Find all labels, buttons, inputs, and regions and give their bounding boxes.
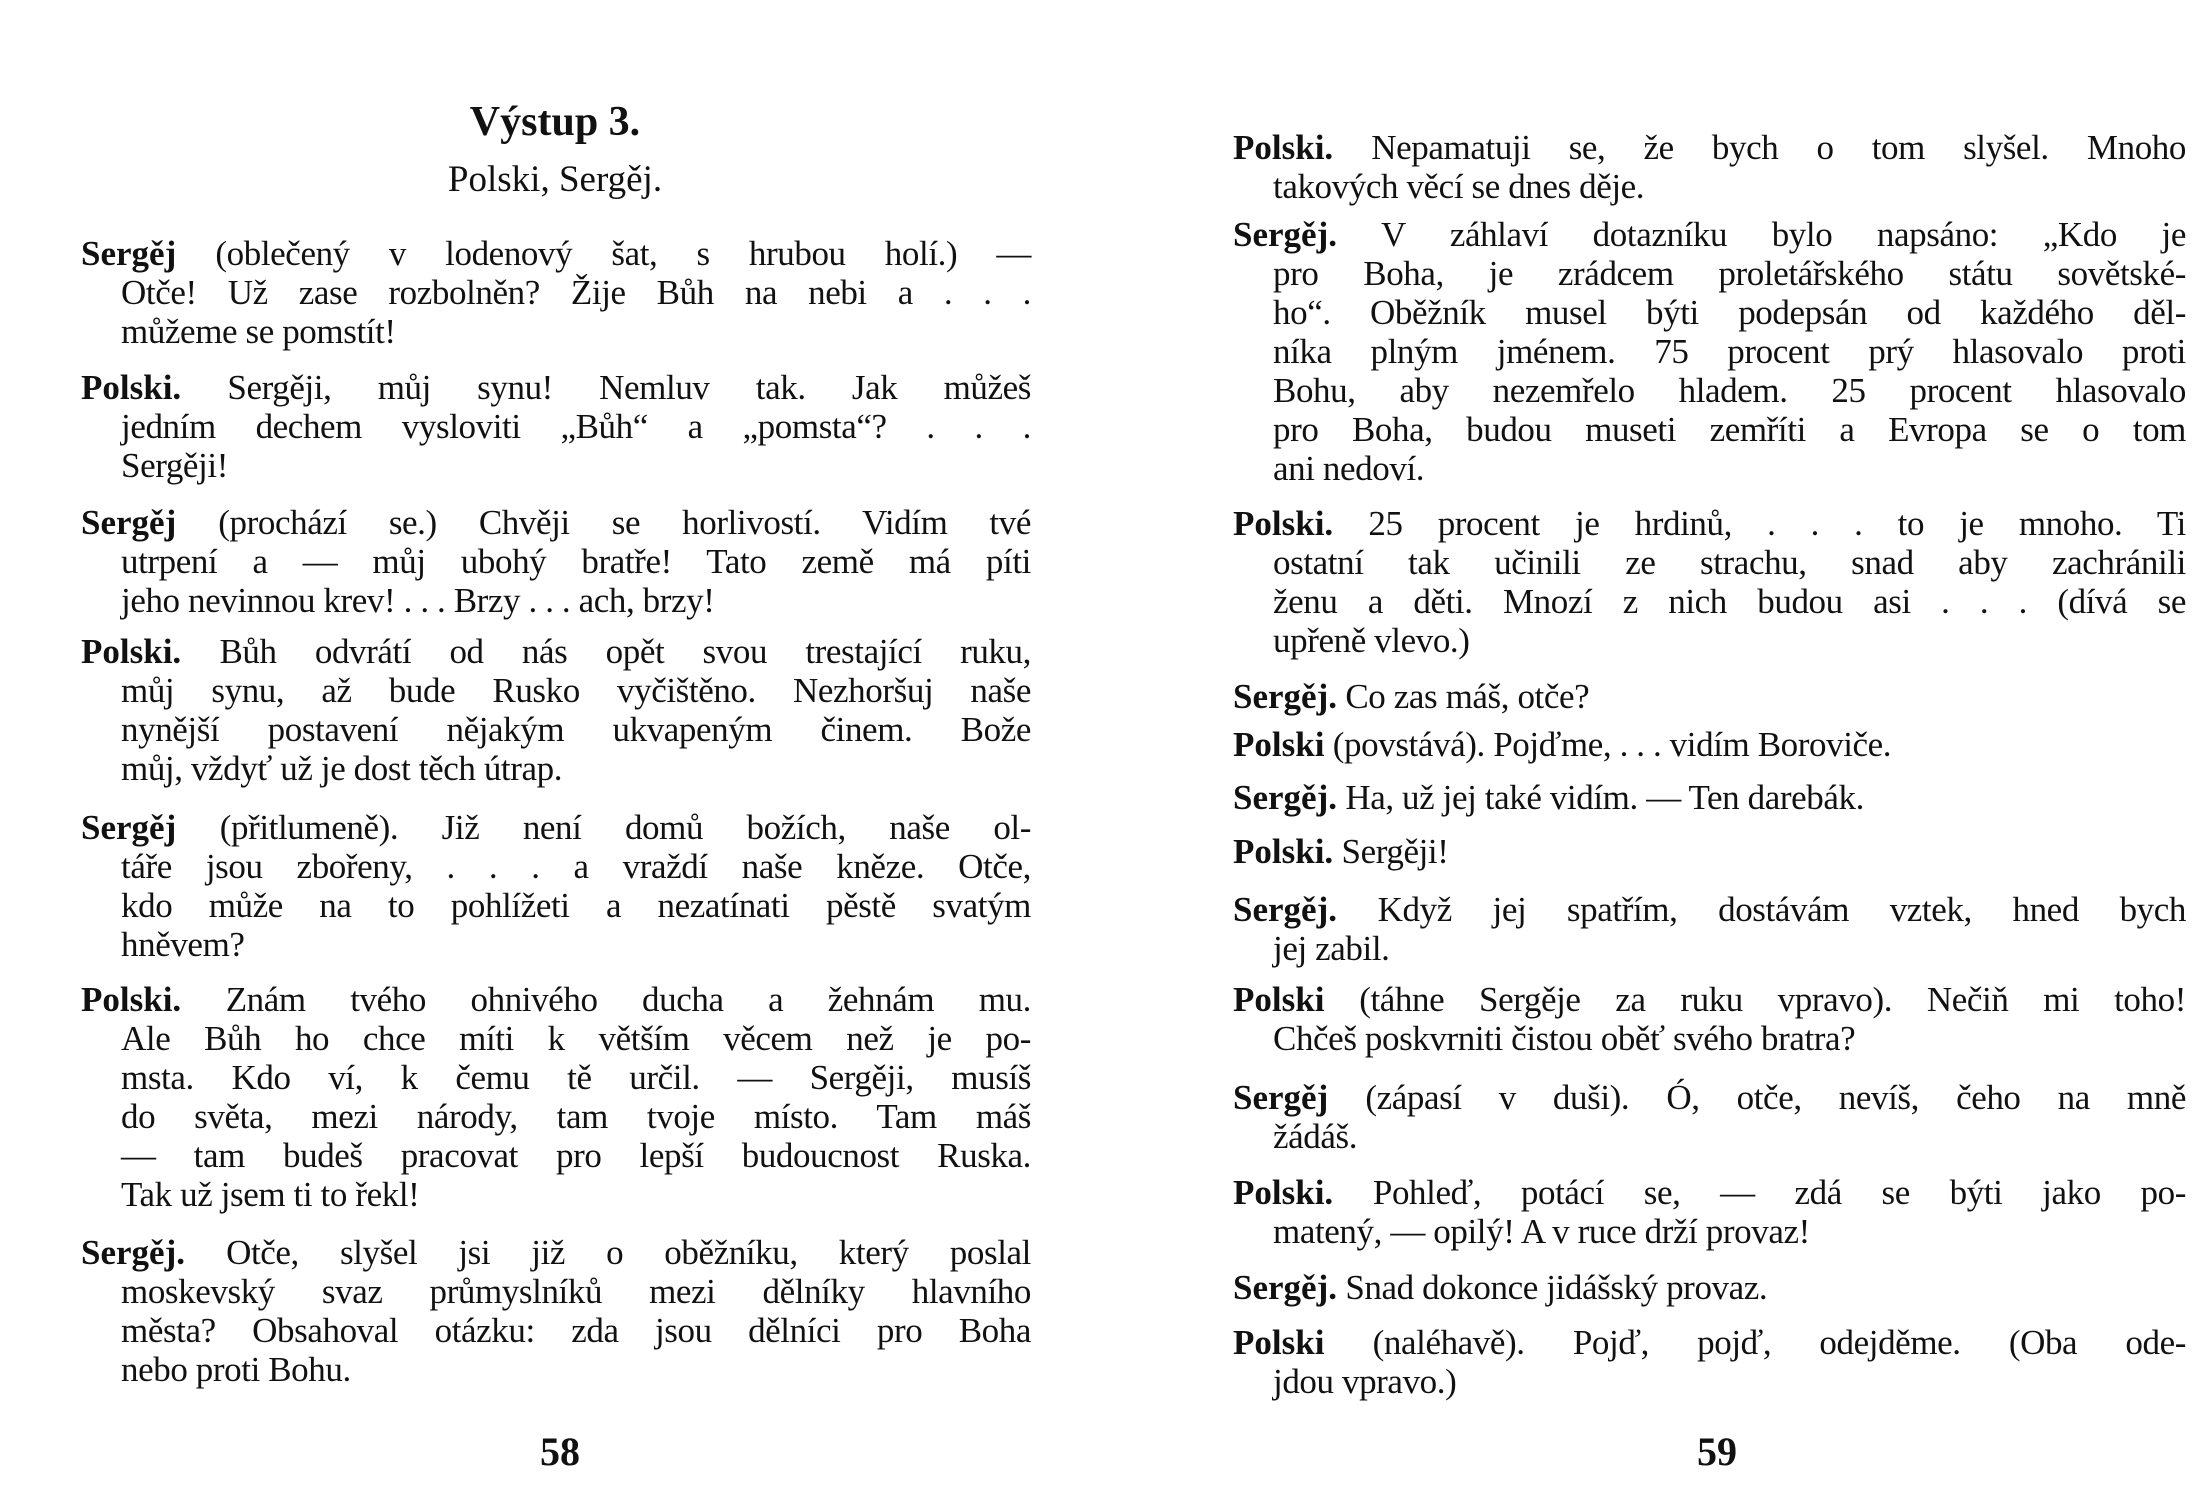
speaker-name: Polski [1233, 725, 1325, 764]
line-text: žádáš. [1273, 1117, 1358, 1156]
scene-title: Výstup 3. [469, 99, 641, 145]
text-line [81, 368, 1031, 407]
text-line [81, 980, 1031, 1019]
line-text: (oblečený v lodenový šat, s hrubou holí.) — [215, 234, 1031, 273]
text-line [81, 1311, 1031, 1350]
line-text: — tam budeš pracovat pro lepší budoucnost Ruska. [121, 1136, 1031, 1175]
speech [1233, 1173, 2186, 1251]
line-text: (táhne Sergěje za ruku vpravo). Nečiň mi toho! [1359, 980, 2186, 1019]
line-text: upřeně vlevo.) [1273, 621, 1470, 660]
line-text: Nepamatuji se, že bych o tom slyšel. Mnoho [1371, 128, 2186, 167]
speaker-name: Sergěj [1233, 1078, 1329, 1117]
text-line [1233, 215, 2186, 254]
speaker-name: Sergěj. [1233, 890, 1337, 929]
line-text: (naléhavě). Pojď, pojď, odejděme. (Oba ode- [1372, 1323, 2186, 1362]
speaker-name: Polski. [1233, 504, 1334, 543]
speech [1233, 128, 2186, 206]
speaker-name: Polski. [81, 368, 182, 407]
text-line [81, 1350, 1031, 1389]
speaker-name: Polski. [81, 632, 182, 671]
line-text: můj synu, až bude Rusko vyčištěno. Nezhoršuj naše [121, 671, 1031, 710]
text-line [1233, 832, 2186, 871]
speech [81, 1233, 1031, 1389]
speaker-name: Polski. [81, 980, 182, 1019]
text-line [1233, 1323, 2186, 1362]
text-line [81, 1175, 1031, 1214]
line-text: jdou vpravo.) [1273, 1362, 1457, 1401]
line-text: Znám tvého ohnivého ducha a žehnám mu. [225, 980, 1031, 1019]
speaker-name: Sergěj [81, 503, 177, 542]
speaker-name: Sergěj [81, 808, 177, 847]
line-text: ostatní tak učinili ze strachu, snad aby zachránili [1273, 543, 2186, 582]
text-line [1233, 929, 2186, 968]
text-line [81, 632, 1031, 671]
speech [81, 234, 1031, 351]
speaker-name: Sergěj. [81, 1233, 185, 1272]
line-text: města? Obsahoval otázku: zda jsou dělníci pro Boha [121, 1311, 1031, 1350]
speech [1233, 504, 2186, 660]
text-line [1233, 1117, 2186, 1156]
speech [1233, 778, 2186, 817]
text-line [1233, 543, 2186, 582]
text-line [81, 1058, 1031, 1097]
line-text: utrpení a — můj ubohý bratře! Tato země má píti [121, 542, 1031, 581]
line-text: Chčeš poskvrniti čistou oběť svého bratra? [1273, 1019, 1856, 1058]
speaker-name: Polski [1233, 1323, 1325, 1362]
line-text: (přitlumeně). Již není domů božích, naše ol- [219, 808, 1031, 847]
speaker-name: Polski. [1233, 832, 1334, 871]
line-text: matený, — opilý! A v ruce drží provaz! [1273, 1212, 1810, 1251]
line-text: Sergěji! [1341, 832, 1449, 871]
text-line [1233, 980, 2186, 1019]
text-line [1233, 582, 2186, 621]
text-line [1233, 167, 2186, 206]
speech [1233, 1078, 2186, 1156]
line-text: můžeme se pomstít! [121, 312, 396, 351]
line-text: Co zas máš, otče? [1345, 677, 1590, 716]
text-line [1233, 1078, 2186, 1117]
speaker-name: Sergěj. [1233, 677, 1337, 716]
line-text: pro Boha, budou museti zemříti a Evropa se o tom [1273, 410, 2186, 449]
line-text: msta. Kdo ví, k čemu tě určil. — Sergěji, musíš [121, 1058, 1031, 1097]
line-text: hněvem? [121, 925, 245, 964]
text-line [81, 710, 1031, 749]
text-line [1233, 725, 2186, 764]
line-text: ženu a děti. Mnozí z nich budou asi . . . (dívá se [1273, 582, 2186, 621]
text-line [81, 671, 1031, 710]
line-text: níka plným jménem. 75 procent prý hlasovalo proti [1273, 332, 2186, 371]
line-text: Pohleď, potácí se, — zdá se býti jako po- [1372, 1173, 2186, 1212]
line-text: Bohu, aby nezemřelo hladem. 25 procent hlasovalo [1273, 371, 2186, 410]
line-text: ani nedoví. [1273, 449, 1425, 488]
text-line [81, 312, 1031, 351]
text-line [1233, 1173, 2186, 1212]
line-text: ho“. Oběžník musel býti podepsán od každého děl- [1273, 293, 2186, 332]
line-text: jej zabil. [1273, 929, 1390, 968]
text-line [81, 234, 1031, 273]
line-text: nebo proti Bohu. [121, 1350, 351, 1389]
speaker-name: Polski. [1233, 128, 1334, 167]
line-text: Bůh odvrátí od nás opět svou trestající ruku, [219, 632, 1031, 671]
text-line [1233, 1212, 2186, 1251]
speech [81, 503, 1031, 620]
text-line [1233, 621, 2186, 660]
line-text: takových věcí se dnes děje. [1273, 167, 1645, 206]
text-line [81, 808, 1031, 847]
text-line [81, 273, 1031, 312]
line-text: Když jej spatřím, dostávám vztek, hned bych [1377, 890, 2186, 929]
speech [1233, 890, 2186, 968]
line-text: Sergěji, můj synu! Nemluv tak. Jak můžeš [227, 368, 1031, 407]
line-text: (povstává). Pojďme, . . . vidím Boroviče. [1332, 725, 1892, 764]
text-line [81, 847, 1031, 886]
text-line [1233, 890, 2186, 929]
line-text: Ha, už jej také vidím. — Ten darebák. [1345, 778, 1864, 817]
text-line [81, 886, 1031, 925]
speech [1233, 677, 2186, 716]
text-line [1233, 677, 2186, 716]
text-line [81, 1136, 1031, 1175]
line-text: Otče! Už zase rozbolněn? Žije Bůh na nebi a . . . [121, 273, 1031, 312]
speaker-name: Polski [1233, 980, 1325, 1019]
text-line [1233, 1268, 2186, 1307]
text-line [1233, 371, 2186, 410]
line-text: jeho nevinnou krev! . . . Brzy . . . ach, brzy! [121, 581, 715, 620]
text-line [81, 542, 1031, 581]
line-text: kdo může na to pohlížeti a nezatínati pěstě svatým [121, 886, 1031, 925]
text-line [81, 1019, 1031, 1058]
line-text: 25 procent je hrdinů, . . . to je mnoho. Ti [1368, 504, 2186, 543]
text-line [81, 581, 1031, 620]
line-text: (zápasí v duši). Ó, otče, nevíš, čeho na mně [1365, 1078, 2186, 1117]
speech [81, 980, 1031, 1214]
speech [1233, 1268, 2186, 1307]
speech [81, 632, 1031, 788]
line-text: pro Boha, je zrádcem proletářského státu sovětské- [1273, 254, 2186, 293]
text-line [1233, 1019, 2186, 1058]
text-line [81, 407, 1031, 446]
text-line [1233, 410, 2186, 449]
text-line [81, 1097, 1031, 1136]
line-text: moskevský svaz průmyslníků mezi dělníky hlavního [121, 1272, 1031, 1311]
line-text: do světa, mezi národy, tam tvoje místo. Tam máš [121, 1097, 1031, 1136]
line-text: Snad dokonce jidášský provaz. [1345, 1268, 1768, 1307]
page-number-left: 58 [540, 1429, 580, 1474]
text-line [1233, 128, 2186, 167]
text-line [81, 503, 1031, 542]
scene-characters: Polski, Sergěj. [447, 159, 663, 200]
text-line [1233, 1362, 2186, 1401]
speech [1233, 980, 2186, 1058]
line-text: V záhlaví dotazníku bylo napsáno: „Kdo je [1380, 215, 2187, 254]
speech [1233, 725, 2186, 764]
text-line [1233, 332, 2186, 371]
line-text: Sergěji! [121, 446, 228, 485]
text-line [1233, 293, 2186, 332]
speaker-name: Sergěj. [1233, 778, 1337, 817]
text-line [1233, 449, 2186, 488]
text-line [81, 749, 1031, 788]
speaker-name: Sergěj. [1233, 215, 1337, 254]
line-text: Tak už jsem ti to řekl! [121, 1175, 420, 1214]
line-text: Ale Bůh ho chce míti k větším věcem než je po- [121, 1019, 1031, 1058]
text-line [1233, 778, 2186, 817]
speech [81, 808, 1031, 964]
speech [1233, 1323, 2186, 1401]
text-line [81, 925, 1031, 964]
speech [1233, 215, 2186, 488]
text-line [1233, 504, 2186, 543]
speaker-name: Polski. [1233, 1173, 1334, 1212]
speaker-name: Sergěj. [1233, 1268, 1337, 1307]
line-text: (prochází se.) Chvěji se horlivostí. Vidím tvé [218, 503, 1031, 542]
text-line [81, 446, 1031, 485]
speech [81, 368, 1031, 485]
line-text: Otče, slyšel jsi již o oběžníku, který poslal [226, 1233, 1031, 1272]
text-line [81, 1272, 1031, 1311]
speech [1233, 832, 2186, 871]
line-text: jedním dechem vysloviti „Bůh“ a „pomsta“? . . . [121, 407, 1031, 446]
line-text: táře jsou zbořeny, . . . a vraždí naše kněze. Otče, [121, 847, 1031, 886]
text-line [1233, 254, 2186, 293]
line-text: můj, vždyť už je dost těch útrap. [121, 749, 563, 788]
text-line [81, 1233, 1031, 1272]
speaker-name: Sergěj [81, 234, 177, 273]
page-number-right: 59 [1697, 1429, 1737, 1474]
line-text: nynější postavení nějakým ukvapeným činem. Bože [121, 710, 1031, 749]
